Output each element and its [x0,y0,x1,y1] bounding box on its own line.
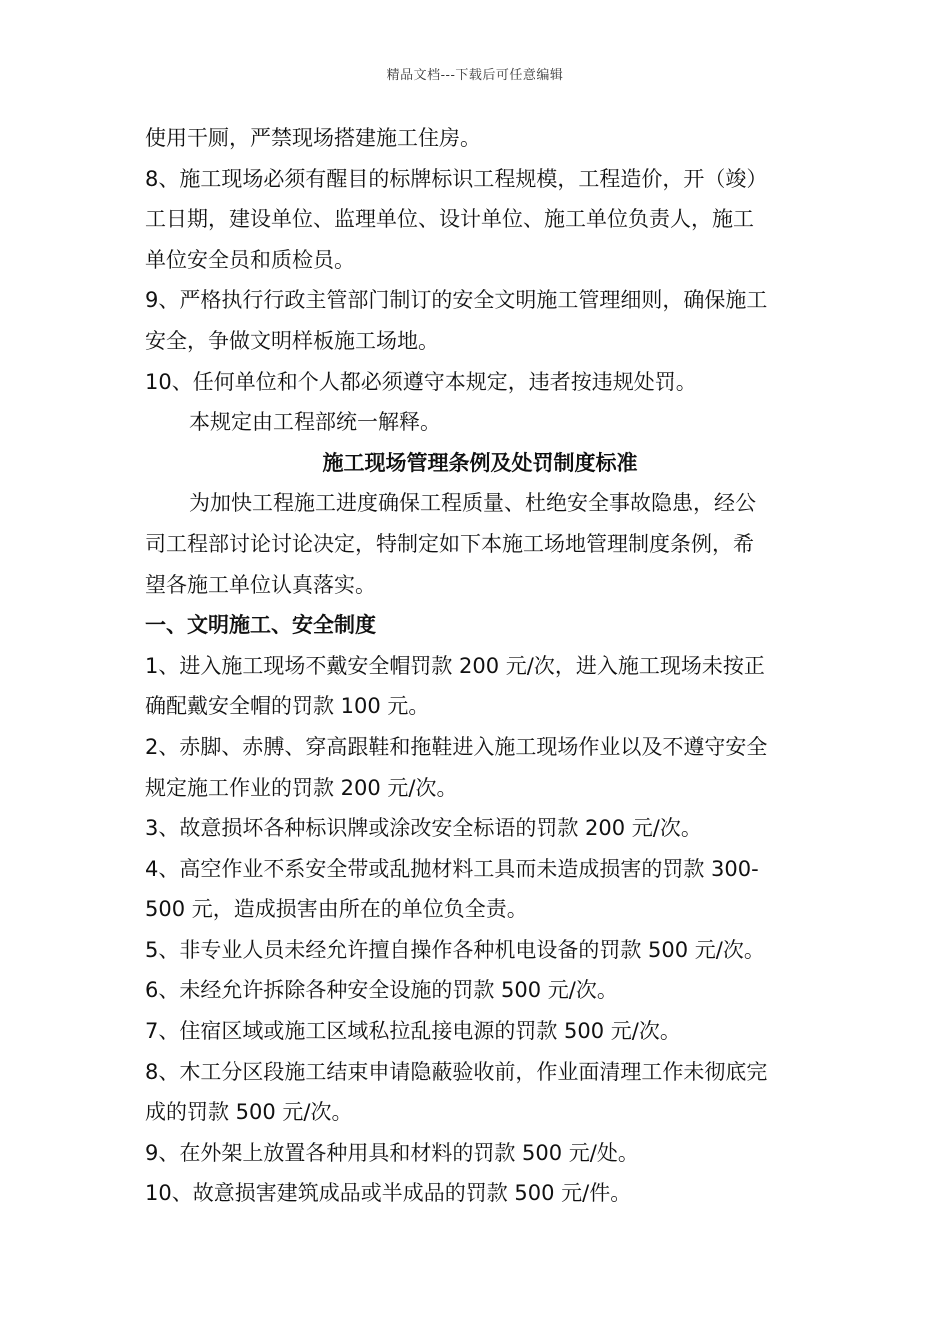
rule-9-line-2: 安全，争做文明样板施工场地。 [145,328,439,353]
rule-8-line-2: 工日期，建设单位、监理单位、设计单位、施工单位负责人，施工 [145,207,754,232]
penalty-8-line-1: 8、木工分区段施工结束申请隐蔽验收前，作业面清理工作未彻底完 [145,1059,768,1084]
penalty-2-line-1: 2、赤脚、赤膊、穿高跟鞋和拖鞋进入施工现场作业以及不遵守安全 [145,734,768,759]
section-title: 施工现场管理条例及处罚制度标准 [322,450,638,475]
penalty-7-line: 7、住宿区域或施工区域私拉乱接电源的罚款 500 元/次。 [145,1019,681,1044]
rule-8-line-3: 单位安全员和质检员。 [145,247,355,272]
penalty-10-line: 10、故意损害建筑成品或半成品的罚款 500 元/件。 [145,1181,632,1206]
penalty-2-line-2: 规定施工作业的罚款 200 元/次。 [145,775,458,800]
interpretation-note: 本规定由工程部统一解释。 [189,410,441,435]
penalty-8-line-2: 成的罚款 500 元/次。 [145,1100,353,1125]
rule-8-line-1: 8、施工现场必须有醒目的标牌标识工程规模，工程造价，开（竣） [145,166,768,191]
penalty-1-line-2: 确配戴安全帽的罚款 100 元。 [145,694,430,719]
penalty-5-line: 5、非专业人员未经允许擅自操作各种机电设备的罚款 500 元/次。 [145,937,765,962]
intro-line-3: 望各施工单位认真落实。 [145,572,376,597]
intro-line-1: 为加快工程施工进度确保工程质量、杜绝安全事故隐患，经公 [189,491,756,516]
rule-9-line-1: 9、严格执行行政主管部门制订的安全文明施工管理细则，确保施工 [145,288,768,313]
penalty-9-line: 9、在外架上放置各种用具和材料的罚款 500 元/处。 [145,1140,639,1165]
intro-line-2: 司工程部讨论讨论决定，特制定如下本施工场地管理制度条例，希 [145,531,754,556]
penalty-3-line: 3、故意损坏各种标识牌或涂改安全标语的罚款 200 元/次。 [145,816,702,841]
penalty-4-line-2: 500 元，造成损害由所在的单位负全责。 [145,897,528,922]
rule-10-line: 10、任何单位和个人都必须遵守本规定，违者按违规处罚。 [145,369,697,394]
penalty-1-line-1: 1、进入施工现场不戴安全帽罚款 200 元/次，进入施工现场未按正 [145,653,765,678]
document-body [145,118,815,1214]
section-heading: 一、文明施工、安全制度 [145,613,376,638]
penalty-6-line: 6、未经允许拆除各种安全设施的罚款 500 元/次。 [145,978,618,1003]
penalty-4-line-1: 4、高空作业不系安全带或乱抛材料工具而未造成损害的罚款 300- [145,856,759,881]
header-note: 精品文档---下载后可任意编辑 [386,68,564,83]
paragraph-line: 使用干厕，严禁现场搭建施工住房。 [145,126,481,150]
